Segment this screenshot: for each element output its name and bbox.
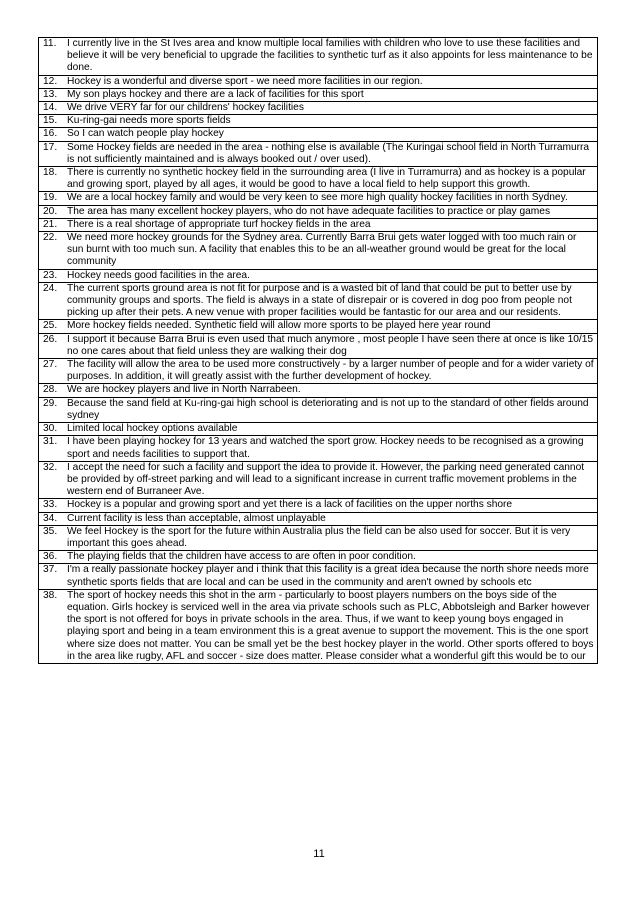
comment-text: We drive VERY far for our childrens' hockey facilities — [67, 102, 304, 114]
comment-cell — [39, 38, 598, 76]
table-row — [39, 461, 598, 499]
comment-number: 34. — [43, 512, 58, 524]
comment-number: 16. — [43, 128, 58, 140]
comment-number: 17. — [43, 141, 58, 153]
comment-text: Because the sand field at Ku-ring-gai high school is deteriorating and is not up to the standard of other fields around sydney — [67, 397, 589, 421]
comment-row-content — [43, 89, 595, 101]
comment-text: I accept the need for such a facility and support the idea to provide it. However, the parking need generated cannot be provided by off-street parking and will lead to a significant increase in current traffic movement problems in the western end of Burraneer Ave. — [67, 461, 585, 498]
comment-row-content — [43, 551, 595, 563]
table-row — [39, 589, 598, 663]
comment-text: Some Hockey fields are needed in the area - nothing else is available (The Kuringai school field in North Turramurra is not sufficiently maintained and is always booked out / over used). — [67, 141, 590, 165]
comment-cell — [39, 192, 598, 205]
comment-row-content — [43, 564, 595, 588]
comment-cell — [39, 499, 598, 512]
table-row — [39, 564, 598, 589]
comment-text: The sport of hockey needs this shot in the arm - particularly to boost players numbers on the boys side of the equation. Girls hockey is serviced well in the area via private schools such as PLC, Abbotsleigh and Barker however the sport is not offered for boys in private schools in the area. Thus, if we want to keep young boys engaged in playing sport and being in a team environment this is a great avenue to support the movement. This is the one sport where size does not matter. You can be small yet be the best hockey player in the world. Other sports offered to boys in the area like rugby, AFL and soccer - size does matter. Please consider what a wonderful gift this would be to our — [67, 589, 594, 662]
table-row — [39, 128, 598, 141]
table-row — [39, 205, 598, 218]
comment-number: 28. — [43, 384, 58, 396]
comment-number: 25. — [43, 320, 58, 332]
comment-cell — [39, 384, 598, 397]
comment-row-content — [43, 423, 595, 435]
table-row — [39, 232, 598, 270]
comment-text: I currently live in the St Ives area and know multiple local families with children who love to use these facilities and believe it will be very beneficial to upgrade the facilities to synthetic turf as it also appoints for less maintenance to be done. — [67, 38, 593, 74]
comment-text: Limited local hockey options available — [67, 423, 238, 435]
comment-cell — [39, 167, 598, 192]
comment-cell — [39, 128, 598, 141]
comment-number: 13. — [43, 88, 58, 100]
comment-text: So I can watch people play hockey — [67, 128, 224, 140]
comment-number: 15. — [43, 115, 58, 127]
comment-cell — [39, 141, 598, 166]
table-row — [39, 88, 598, 101]
comment-cell — [39, 551, 598, 564]
comment-row-content — [43, 102, 595, 114]
comment-number: 26. — [43, 333, 58, 345]
comment-cell — [39, 269, 598, 282]
comment-text: My son plays hockey and there are a lack of facilities for this sport — [67, 88, 364, 100]
table-row — [39, 218, 598, 231]
comment-row-content — [43, 462, 595, 499]
comment-text: More hockey fields needed. Synthetic field will allow more sports to be played here year round — [67, 320, 491, 332]
comment-cell — [39, 232, 598, 270]
comment-number: 35. — [43, 525, 58, 537]
comment-row-content — [43, 436, 595, 460]
comment-cell — [39, 282, 598, 320]
comment-number: 30. — [43, 423, 58, 435]
comment-row-content — [43, 38, 595, 75]
comment-number: 31. — [43, 436, 58, 448]
comment-cell — [39, 218, 598, 231]
comment-text: Hockey is a popular and growing sport and yet there is a lack of facilities on the upper norths shore — [67, 499, 513, 511]
comment-row-content — [43, 76, 595, 88]
comment-number: 20. — [43, 205, 58, 217]
comment-text: We are hockey players and live in North Narrabeen. — [67, 384, 301, 396]
comment-cell — [39, 512, 598, 525]
table-row — [39, 115, 598, 128]
comment-number: 29. — [43, 397, 58, 409]
comment-cell — [39, 359, 598, 384]
comment-number: 12. — [43, 75, 58, 87]
page-number: 11 — [313, 848, 325, 860]
table-row — [39, 282, 598, 320]
comment-cell — [39, 461, 598, 499]
comment-cell — [39, 333, 598, 358]
table-row — [39, 359, 598, 384]
comment-cell — [39, 205, 598, 218]
table-row — [39, 499, 598, 512]
comment-text: I have been playing hockey for 13 years and watched the sport grow. Hockey needs to be recognised as a growing sport and needs facilities to support that. — [67, 436, 584, 460]
comment-number: 14. — [43, 102, 58, 114]
comment-cell — [39, 75, 598, 88]
comment-row-content — [43, 167, 595, 191]
comment-cell — [39, 397, 598, 422]
comment-row-content — [43, 320, 595, 332]
comment-text: The playing fields that the children have access to are often in poor condition. — [67, 551, 416, 563]
comment-number: 19. — [43, 192, 58, 204]
comment-row-content — [43, 283, 595, 320]
comment-number: 36. — [43, 551, 58, 563]
comment-text: The facility will allow the area to be used more constructively - by a larger number of people and for a wider variety of purposes. In addition, it will greatly assist with the further development of hockey. — [67, 359, 594, 383]
comment-row-content — [43, 192, 595, 204]
comment-row-content — [43, 142, 595, 166]
table-row — [39, 525, 598, 550]
comment-text: Ku-ring-gai needs more sports fields — [67, 115, 231, 127]
comment-number: 22. — [43, 232, 58, 244]
comment-text: The area has many excellent hockey players, who do not have adequate facilities to practice or play games — [67, 205, 551, 217]
comment-row-content — [43, 219, 595, 231]
comment-cell — [39, 436, 598, 461]
comment-text: We need more hockey grounds for the Sydney area. Currently Barra Brui gets water logged with too much rain or sun burnt with too much sun. A facility that enables this to be an all-weather ground would be great for the local community — [67, 232, 577, 268]
comment-text: I'm a really passionate hockey player and i think that this facility is a great idea because the north shore needs more synthetic sports fields that are local and can be used in the community and aren't owned by schools etc — [67, 564, 589, 588]
comment-number: 18. — [43, 167, 58, 179]
comment-row-content — [43, 513, 595, 525]
comment-row-content — [43, 359, 595, 383]
comment-text: Hockey is a wonderful and diverse sport - we need more facilities in our region. — [67, 75, 423, 87]
comment-text: The current sports ground area is not fit for purpose and is a wasted bit of land that could be put to better use by community groups and sports. The field is always in a state of disrepair or is covered in dog poo from people not picking up after their pets. A new venue with proper facilities would be fantastic for our area and our residents. — [67, 282, 572, 319]
table-row — [39, 269, 598, 282]
comment-number: 11. — [43, 38, 57, 49]
comment-number: 38. — [43, 589, 58, 601]
comment-row-content — [43, 128, 595, 140]
comment-cell — [39, 525, 598, 550]
comment-text: We are a local hockey family and would be very keen to see more high quality hockey facilities in north Sydney. — [67, 192, 568, 204]
table-row — [39, 436, 598, 461]
comment-text: Hockey needs good facilities in the area. — [67, 269, 250, 281]
table-row — [39, 320, 598, 333]
comment-row-content — [43, 115, 595, 127]
table-row — [39, 384, 598, 397]
comment-number: 37. — [43, 564, 58, 576]
comment-cell — [39, 88, 598, 101]
table-row — [39, 423, 598, 436]
table-row — [39, 75, 598, 88]
comment-row-content — [43, 232, 595, 269]
comment-number: 33. — [43, 499, 58, 511]
comment-text: There is currently no synthetic hockey field in the surrounding area (I live in Turramurra) and as hockey is a popular and growing sport, played by all ages, it would be good to have a local field to help support this growth. — [67, 167, 586, 191]
comment-row-content — [43, 270, 595, 282]
comment-row-content — [43, 384, 595, 396]
comment-text: There is a real shortage of appropriate turf hockey fields in the area — [67, 218, 371, 230]
comment-number: 27. — [43, 359, 58, 371]
comment-row-content — [43, 206, 595, 218]
table-row — [39, 167, 598, 192]
comment-cell — [39, 102, 598, 115]
comment-cell — [39, 423, 598, 436]
table-row — [39, 512, 598, 525]
comment-row-content — [43, 499, 595, 511]
comment-row-content — [43, 526, 595, 550]
table-row — [39, 38, 598, 76]
comment-text: We feel Hockey is the sport for the future within Australia plus the field can be also used for soccer. But it is very important this goes ahead. — [67, 525, 571, 549]
comment-cell — [39, 320, 598, 333]
comment-row-content — [43, 590, 595, 663]
table-row — [39, 102, 598, 115]
comment-number: 24. — [43, 282, 58, 294]
comments-table-body — [39, 38, 598, 664]
table-row — [39, 192, 598, 205]
comments-table — [38, 37, 598, 664]
comment-text: Current facility is less than acceptable, almost unplayable — [67, 512, 326, 524]
comment-number: 23. — [43, 269, 58, 281]
table-row — [39, 141, 598, 166]
table-row — [39, 551, 598, 564]
comment-cell — [39, 115, 598, 128]
comment-cell — [39, 589, 598, 663]
table-row — [39, 333, 598, 358]
comment-cell — [39, 564, 598, 589]
comment-row-content — [43, 334, 595, 358]
table-row — [39, 397, 598, 422]
comment-text: I support it because Barra Brui is even used that much anymore , most people I have seen there at once is like 10/15 no one cares about that field unless they are walking their dog — [67, 333, 594, 357]
comment-number: 21. — [43, 218, 58, 230]
comment-number: 32. — [43, 461, 58, 473]
comment-row-content — [43, 398, 595, 422]
